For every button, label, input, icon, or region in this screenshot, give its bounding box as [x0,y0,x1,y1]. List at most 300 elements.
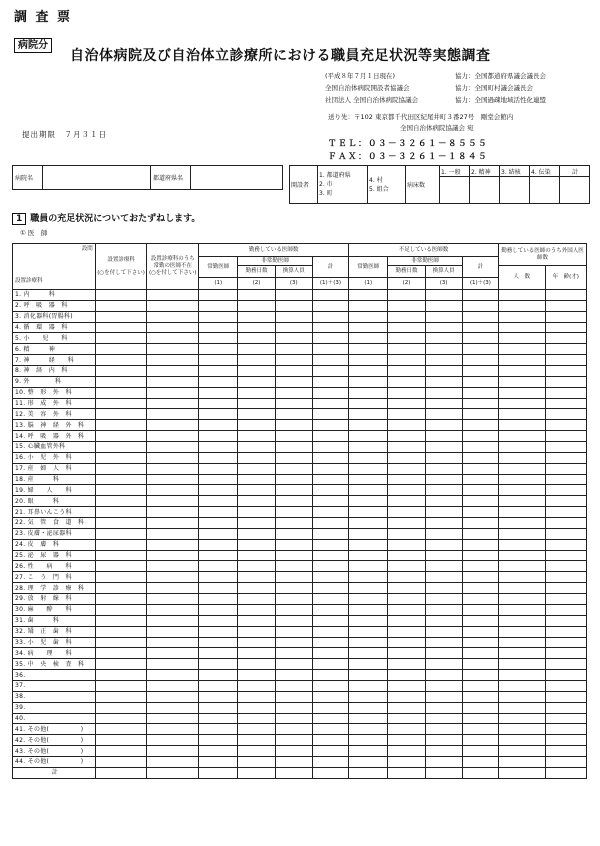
entry-cell[interactable] [462,583,498,594]
entry-cell[interactable] [275,561,312,572]
entry-cell[interactable] [462,604,498,615]
entry-cell[interactable] [349,387,388,398]
entry-cell[interactable] [147,735,199,746]
entry-cell[interactable] [425,366,462,377]
entry-cell[interactable] [499,463,546,474]
entry-cell[interactable] [499,322,546,333]
entry-cell[interactable] [425,583,462,594]
entry-cell[interactable] [95,485,147,496]
entry-cell[interactable] [199,409,238,420]
entry-cell[interactable] [545,615,586,626]
entry-cell[interactable] [388,474,425,485]
entry-cell[interactable] [388,452,425,463]
entry-cell[interactable] [312,431,348,442]
entry-cell[interactable] [147,572,199,583]
entry-cell[interactable] [199,311,238,322]
entry-cell[interactable] [275,713,312,724]
entry-cell[interactable] [199,452,238,463]
entry-cell[interactable] [388,420,425,431]
entry-cell[interactable] [545,496,586,507]
entry-cell[interactable] [95,659,147,670]
entry-cell[interactable] [349,409,388,420]
entry-cell[interactable] [95,442,147,453]
entry-cell[interactable] [462,648,498,659]
entry-cell[interactable] [545,713,586,724]
entry-cell[interactable] [545,648,586,659]
entry-cell[interactable] [545,398,586,409]
entry-cell[interactable] [388,442,425,453]
entry-cell[interactable] [147,594,199,605]
entry-cell[interactable] [147,355,199,366]
entry-cell[interactable] [388,507,425,518]
entry-cell[interactable] [388,615,425,626]
entry-cell[interactable] [425,572,462,583]
entry-cell[interactable] [95,539,147,550]
entry-cell[interactable] [95,452,147,463]
entry-cell[interactable] [499,398,546,409]
entry-cell[interactable] [462,463,498,474]
entry-cell[interactable] [545,680,586,691]
entry-cell[interactable] [499,648,546,659]
entry-cell[interactable] [95,713,147,724]
entry-cell[interactable] [312,724,348,735]
entry-cell[interactable] [95,615,147,626]
entry-cell[interactable] [349,702,388,713]
entry-cell[interactable] [238,463,275,474]
entry-cell[interactable] [462,300,498,311]
entry-cell[interactable] [95,735,147,746]
entry-cell[interactable] [388,387,425,398]
entry-cell[interactable] [388,702,425,713]
entry-cell[interactable] [499,615,546,626]
entry-cell[interactable] [147,691,199,702]
entry-cell[interactable] [499,659,546,670]
entry-cell[interactable] [312,594,348,605]
entry-cell[interactable] [388,528,425,539]
entry-cell[interactable] [238,344,275,355]
entry-cell[interactable] [275,387,312,398]
entry-cell[interactable] [95,431,147,442]
entry-cell[interactable] [199,746,238,757]
entry-cell[interactable] [312,550,348,561]
entry-cell[interactable] [462,713,498,724]
entry-cell[interactable] [462,550,498,561]
entry-cell[interactable] [349,767,388,778]
entry-cell[interactable] [388,561,425,572]
entry-cell[interactable] [238,431,275,442]
entry-cell[interactable] [462,702,498,713]
entry-cell[interactable] [312,387,348,398]
entry-cell[interactable] [462,420,498,431]
entry-cell[interactable] [462,376,498,387]
entry-cell[interactable] [199,561,238,572]
entry-cell[interactable] [199,550,238,561]
entry-cell[interactable] [147,767,199,778]
entry-cell[interactable] [238,322,275,333]
entry-cell[interactable] [199,594,238,605]
entry-cell[interactable] [349,594,388,605]
entry-cell[interactable] [462,724,498,735]
entry-cell[interactable] [312,333,348,344]
entry-cell[interactable] [312,290,348,301]
entry-cell[interactable] [545,420,586,431]
entry-cell[interactable] [275,474,312,485]
entry-cell[interactable] [312,713,348,724]
entry-cell[interactable] [388,659,425,670]
entry-cell[interactable] [545,409,586,420]
entry-cell[interactable] [499,355,546,366]
entry-cell[interactable] [312,539,348,550]
entry-cell[interactable] [147,387,199,398]
entry-cell[interactable] [349,648,388,659]
entry-cell[interactable] [462,322,498,333]
entry-cell[interactable] [275,442,312,453]
entry-cell[interactable] [425,691,462,702]
entry-cell[interactable] [275,300,312,311]
entry-cell[interactable] [499,561,546,572]
entry-cell[interactable] [147,702,199,713]
entry-cell[interactable] [499,344,546,355]
entry-cell[interactable] [349,442,388,453]
entry-cell[interactable] [312,485,348,496]
entry-cell[interactable] [545,594,586,605]
entry-cell[interactable] [95,300,147,311]
entry-cell[interactable] [388,376,425,387]
entry-cell[interactable] [147,637,199,648]
entry-cell[interactable] [147,398,199,409]
entry-cell[interactable] [388,604,425,615]
entry-cell[interactable] [349,680,388,691]
entry-cell[interactable] [499,387,546,398]
entry-cell[interactable] [275,550,312,561]
entry-cell[interactable] [312,420,348,431]
entry-cell[interactable] [388,539,425,550]
entry-cell[interactable] [238,366,275,377]
entry-cell[interactable] [499,420,546,431]
entry-cell[interactable] [499,409,546,420]
entry-cell[interactable] [312,767,348,778]
entry-cell[interactable] [425,561,462,572]
entry-cell[interactable] [312,746,348,757]
entry-cell[interactable] [238,604,275,615]
entry-cell[interactable] [545,387,586,398]
entry-cell[interactable] [545,659,586,670]
entry-cell[interactable] [349,550,388,561]
entry-cell[interactable] [275,670,312,681]
entry-cell[interactable] [238,420,275,431]
entry-cell[interactable] [238,300,275,311]
entry-cell[interactable] [312,528,348,539]
entry-cell[interactable] [545,550,586,561]
entry-cell[interactable] [388,648,425,659]
entry-cell[interactable] [425,333,462,344]
entry-cell[interactable] [462,572,498,583]
hospital-name-field[interactable] [43,166,151,190]
entry-cell[interactable] [199,376,238,387]
entry-cell[interactable] [425,702,462,713]
entry-cell[interactable] [349,431,388,442]
entry-cell[interactable] [199,431,238,442]
entry-cell[interactable] [545,670,586,681]
entry-cell[interactable] [238,648,275,659]
entry-cell[interactable] [425,767,462,778]
entry-cell[interactable] [147,615,199,626]
entry-cell[interactable] [95,572,147,583]
entry-cell[interactable] [388,300,425,311]
entry-cell[interactable] [275,518,312,529]
entry-cell[interactable] [349,583,388,594]
entry-cell[interactable] [349,626,388,637]
entry-cell[interactable] [499,746,546,757]
entry-cell[interactable] [545,507,586,518]
entry-cell[interactable] [199,615,238,626]
entry-cell[interactable] [462,409,498,420]
entry-cell[interactable] [425,355,462,366]
entry-cell[interactable] [199,442,238,453]
entry-cell[interactable] [545,539,586,550]
entry-cell[interactable] [147,583,199,594]
entry-cell[interactable] [199,355,238,366]
entry-cell[interactable] [199,322,238,333]
entry-cell[interactable] [462,387,498,398]
entry-cell[interactable] [499,290,546,301]
entry-cell[interactable] [95,474,147,485]
entry-cell[interactable] [462,746,498,757]
entry-cell[interactable] [349,615,388,626]
entry-cell[interactable] [349,333,388,344]
bed-count-field[interactable] [440,177,470,204]
entry-cell[interactable] [95,626,147,637]
entry-cell[interactable] [462,518,498,529]
entry-cell[interactable] [545,518,586,529]
entry-cell[interactable] [425,637,462,648]
founder-options-left[interactable] [318,166,368,204]
entry-cell[interactable] [275,756,312,767]
entry-cell[interactable] [147,604,199,615]
entry-cell[interactable] [147,431,199,442]
entry-cell[interactable] [147,756,199,767]
entry-cell[interactable] [238,561,275,572]
entry-cell[interactable] [312,398,348,409]
entry-cell[interactable] [425,670,462,681]
entry-cell[interactable] [425,735,462,746]
entry-cell[interactable] [545,604,586,615]
entry-cell[interactable] [499,691,546,702]
entry-cell[interactable] [545,463,586,474]
entry-cell[interactable] [349,376,388,387]
entry-cell[interactable] [425,507,462,518]
entry-cell[interactable] [275,333,312,344]
entry-cell[interactable] [388,691,425,702]
entry-cell[interactable] [238,702,275,713]
entry-cell[interactable] [238,659,275,670]
entry-cell[interactable] [545,583,586,594]
entry-cell[interactable] [499,626,546,637]
entry-cell[interactable] [425,387,462,398]
entry-cell[interactable] [545,355,586,366]
entry-cell[interactable] [147,290,199,301]
entry-cell[interactable] [147,376,199,387]
entry-cell[interactable] [499,604,546,615]
entry-cell[interactable] [545,442,586,453]
entry-cell[interactable] [147,300,199,311]
entry-cell[interactable] [312,507,348,518]
entry-cell[interactable] [499,670,546,681]
entry-cell[interactable] [312,518,348,529]
entry-cell[interactable] [545,333,586,344]
entry-cell[interactable] [349,637,388,648]
entry-cell[interactable] [95,561,147,572]
prefecture-field[interactable] [191,166,283,190]
entry-cell[interactable] [238,311,275,322]
entry-cell[interactable] [388,485,425,496]
entry-cell[interactable] [425,680,462,691]
entry-cell[interactable] [499,637,546,648]
entry-cell[interactable] [238,746,275,757]
entry-cell[interactable] [349,366,388,377]
entry-cell[interactable] [545,735,586,746]
entry-cell[interactable] [238,594,275,605]
entry-cell[interactable] [275,594,312,605]
entry-cell[interactable] [199,724,238,735]
entry-cell[interactable] [462,735,498,746]
entry-cell[interactable] [95,366,147,377]
entry-cell[interactable] [462,507,498,518]
entry-cell[interactable] [275,659,312,670]
entry-cell[interactable] [95,680,147,691]
entry-cell[interactable] [275,463,312,474]
entry-cell[interactable] [199,474,238,485]
entry-cell[interactable] [545,485,586,496]
entry-cell[interactable] [462,452,498,463]
entry-cell[interactable] [95,398,147,409]
entry-cell[interactable] [312,311,348,322]
entry-cell[interactable] [499,333,546,344]
entry-cell[interactable] [238,637,275,648]
entry-cell[interactable] [499,702,546,713]
entry-cell[interactable] [499,767,546,778]
entry-cell[interactable] [462,615,498,626]
entry-cell[interactable] [95,670,147,681]
entry-cell[interactable] [312,604,348,615]
entry-cell[interactable] [95,550,147,561]
entry-cell[interactable] [275,680,312,691]
entry-cell[interactable] [499,713,546,724]
entry-cell[interactable] [312,702,348,713]
entry-cell[interactable] [275,626,312,637]
entry-cell[interactable] [545,746,586,757]
entry-cell[interactable] [238,724,275,735]
entry-cell[interactable] [312,300,348,311]
entry-cell[interactable] [95,463,147,474]
entry-cell[interactable] [238,583,275,594]
entry-cell[interactable] [238,626,275,637]
entry-cell[interactable] [499,735,546,746]
entry-cell[interactable] [349,463,388,474]
entry-cell[interactable] [199,290,238,301]
entry-cell[interactable] [545,431,586,442]
entry-cell[interactable] [275,767,312,778]
entry-cell[interactable] [388,463,425,474]
entry-cell[interactable] [499,442,546,453]
entry-cell[interactable] [425,431,462,442]
entry-cell[interactable] [199,735,238,746]
entry-cell[interactable] [462,311,498,322]
entry-cell[interactable] [425,474,462,485]
entry-cell[interactable] [199,767,238,778]
entry-cell[interactable] [238,387,275,398]
bed-count-field[interactable] [530,177,560,204]
entry-cell[interactable] [147,344,199,355]
entry-cell[interactable] [425,594,462,605]
entry-cell[interactable] [312,626,348,637]
entry-cell[interactable] [462,398,498,409]
entry-cell[interactable] [499,594,546,605]
entry-cell[interactable] [238,290,275,301]
entry-cell[interactable] [275,485,312,496]
entry-cell[interactable] [499,300,546,311]
entry-cell[interactable] [238,528,275,539]
entry-cell[interactable] [349,528,388,539]
entry-cell[interactable] [275,528,312,539]
entry-cell[interactable] [199,344,238,355]
entry-cell[interactable] [312,648,348,659]
entry-cell[interactable] [349,496,388,507]
entry-cell[interactable] [147,452,199,463]
entry-cell[interactable] [388,637,425,648]
entry-cell[interactable] [238,735,275,746]
entry-cell[interactable] [349,572,388,583]
entry-cell[interactable] [425,300,462,311]
entry-cell[interactable] [349,322,388,333]
entry-cell[interactable] [462,680,498,691]
entry-cell[interactable] [388,322,425,333]
entry-cell[interactable] [275,746,312,757]
entry-cell[interactable] [238,496,275,507]
entry-cell[interactable] [312,322,348,333]
entry-cell[interactable] [238,670,275,681]
entry-cell[interactable] [425,724,462,735]
entry-cell[interactable] [545,561,586,572]
entry-cell[interactable] [462,594,498,605]
entry-cell[interactable] [349,713,388,724]
entry-cell[interactable] [147,528,199,539]
entry-cell[interactable] [349,746,388,757]
entry-cell[interactable] [238,376,275,387]
entry-cell[interactable] [238,442,275,453]
entry-cell[interactable] [238,398,275,409]
entry-cell[interactable] [388,680,425,691]
entry-cell[interactable] [388,583,425,594]
entry-cell[interactable] [425,528,462,539]
entry-cell[interactable] [499,539,546,550]
entry-cell[interactable] [388,572,425,583]
entry-cell[interactable] [312,463,348,474]
entry-cell[interactable] [499,507,546,518]
entry-cell[interactable] [147,724,199,735]
entry-cell[interactable] [388,518,425,529]
entry-cell[interactable] [275,311,312,322]
entry-cell[interactable] [388,767,425,778]
entry-cell[interactable] [147,561,199,572]
entry-cell[interactable] [275,409,312,420]
entry-cell[interactable] [312,583,348,594]
entry-cell[interactable] [147,333,199,344]
entry-cell[interactable] [545,724,586,735]
entry-cell[interactable] [349,398,388,409]
entry-cell[interactable] [462,290,498,301]
entry-cell[interactable] [147,442,199,453]
